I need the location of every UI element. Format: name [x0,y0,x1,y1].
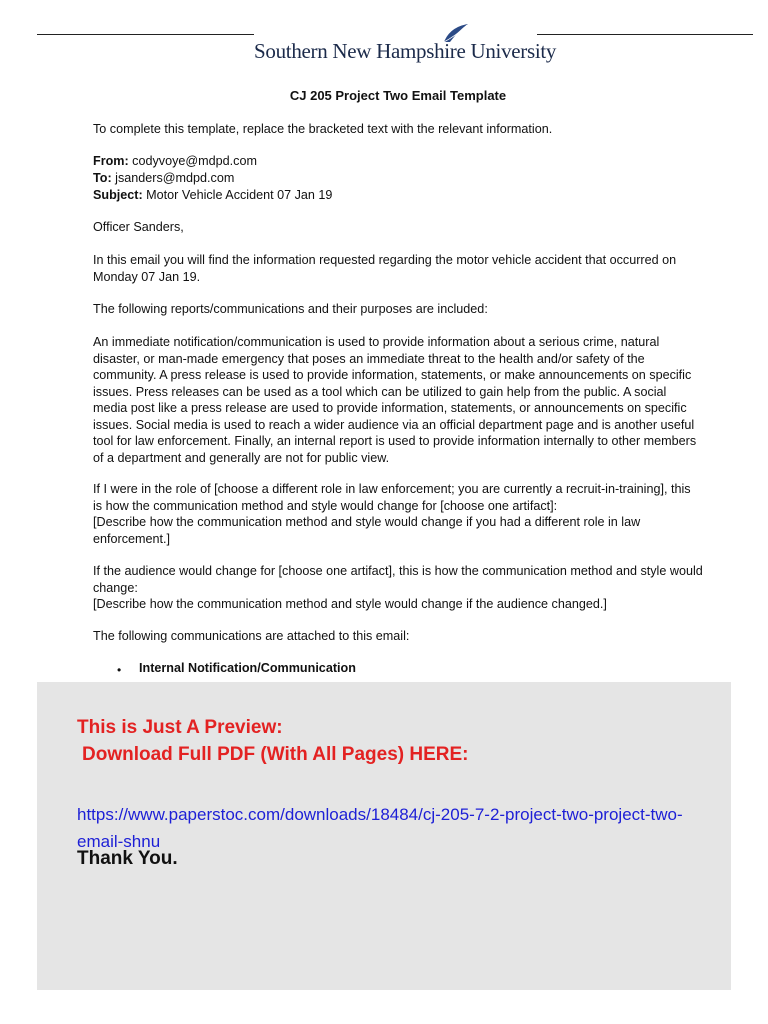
to-label: To: [93,171,112,185]
paragraph-communication-types: An immediate notification/communication is used to provide information about a serious crime, natural disaster, or man-made emergency that poses an immediate threat to the health and/or safety of the community. A press release is used to provide information, statements, or make announcements on specific issues. Press releases can be used as a tool which can be utilized to gain help from the public. A social media post like a press release are used to provide information, statements, or announcements on specific issues. Social media is used to reach a wider audience via an official department page and is another useful tool for law enforcement. Finally, an internal report is used to provide information internally to other members of a department and generally are not for public view. [93,335,697,465]
subject-label: Subject: [93,188,143,202]
university-logo [254,22,557,70]
attachment-item: Internal Notification/Communication [139,661,356,675]
download-prompt: Download Full PDF (With All Pages) HERE: [82,744,469,765]
paragraph-attachments: The following communications are attached to this email: [93,629,410,643]
preview-notice: This is Just A Preview: [77,717,283,738]
from-value: codyvoye@mdpd.com [128,154,257,168]
header-rule-left [37,34,254,35]
paragraph-role-change-describe: [Describe how the communication method and style would change if you had a different role in law enforcement.] [93,515,641,546]
paragraph-audience-change: If the audience would change for [choose one artifact], this is how the communication method and style would change: [93,564,703,595]
paragraph-role-change: If I were in the role of [choose a different role in law enforcement; you are currently a recruit-in-training], this is how the communication method and style would change for [choose one artifact]: [93,482,691,513]
from-line [93,153,703,170]
document-title: CJ 205 Project Two Email Template [289,88,507,103]
to-value: jsanders@mdpd.com [111,171,235,185]
to-line [93,170,703,187]
greeting: Officer Sanders, [93,220,184,234]
thank-you-text: Thank You. [77,848,178,869]
paragraph-intro: In this email you will find the information requested regarding the motor vehicle accident that occurred on Monday 07 Jan 19. [93,253,677,284]
subject-line [93,187,703,204]
bullet-dot: • [117,663,122,677]
paragraph-reports-heading: The following reports/communications and their purposes are included: [93,302,488,316]
header-rule-right [537,34,753,35]
paragraph-audience-change-describe: [Describe how the communication method and style would change if the audience changed.] [93,597,607,611]
instruction-text: To complete this template, replace the bracketed text with the relevant information. [93,122,553,136]
university-name: Southern New Hampshire University [254,39,557,63]
download-link[interactable]: https://www.paperstoc.com/downloads/18484/cj-205-7-2-project-two-project-two-email-shnu [77,805,683,851]
preview-overlay [37,682,731,990]
from-label: From: [93,154,129,168]
subject-value: Motor Vehicle Accident 07 Jan 19 [142,188,333,202]
